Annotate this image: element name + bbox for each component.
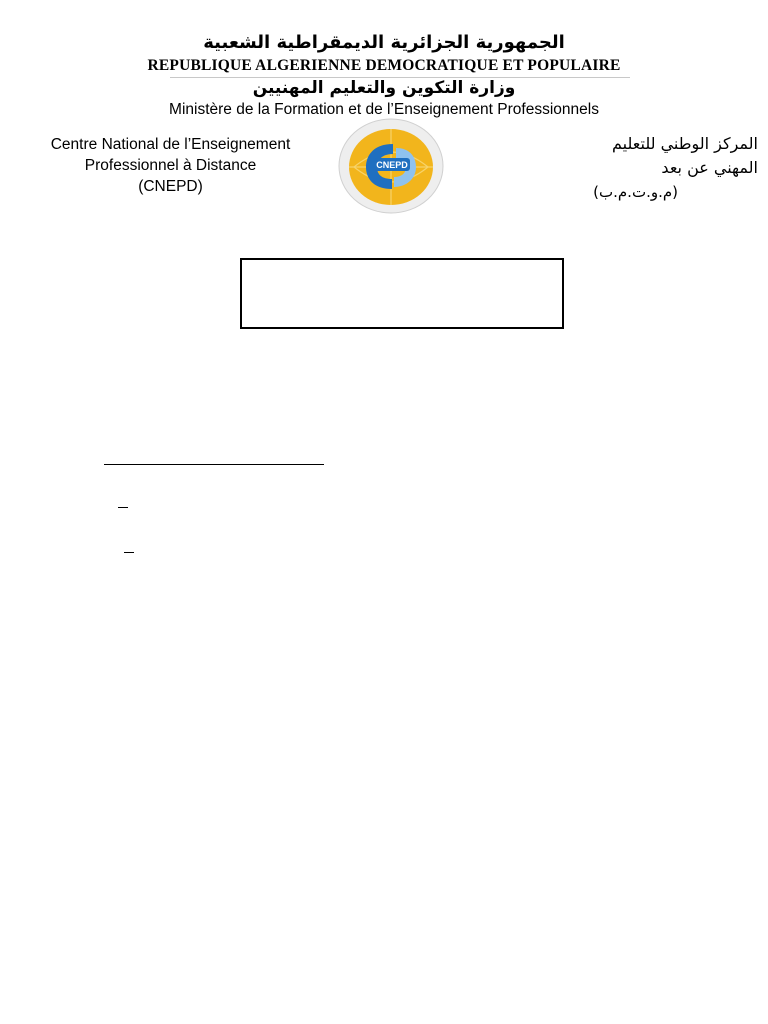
republic-title-french: REPUBLIQUE ALGERIENNE DEMOCRATIQUE ET POPULAIRE — [147, 57, 621, 74]
center-name-arabic-line: المركز الوطني للتعليم — [612, 134, 758, 153]
section-underline — [104, 464, 324, 465]
cnepd-logo — [336, 117, 446, 215]
center-name-arabic — [478, 132, 758, 204]
center-name-french-line: Professionnel à Distance — [84, 157, 257, 174]
ministry-title-french: Ministère de la Formation et de l’Enseignement Professionnels — [169, 101, 599, 118]
list-dash — [118, 507, 128, 508]
list-dash — [124, 552, 134, 553]
logo-text: CNEPD — [376, 160, 408, 170]
center-name-french-line: Centre National de l’Enseignement — [50, 136, 291, 153]
center-acronym-french: (CNEPD) — [138, 178, 203, 195]
center-name-french — [28, 134, 313, 197]
title-box — [240, 258, 564, 329]
ministry-title-arabic: وزارة التكوين والتعليم المهنيين — [252, 78, 516, 98]
center-name-arabic-line: المهني عن بعد — [661, 158, 758, 177]
center-acronym-arabic: (م.و.ت.م.ب) — [593, 183, 678, 201]
republic-title-arabic: الجمهورية الجزائرية الديمقراطية الشعبية — [203, 32, 565, 53]
